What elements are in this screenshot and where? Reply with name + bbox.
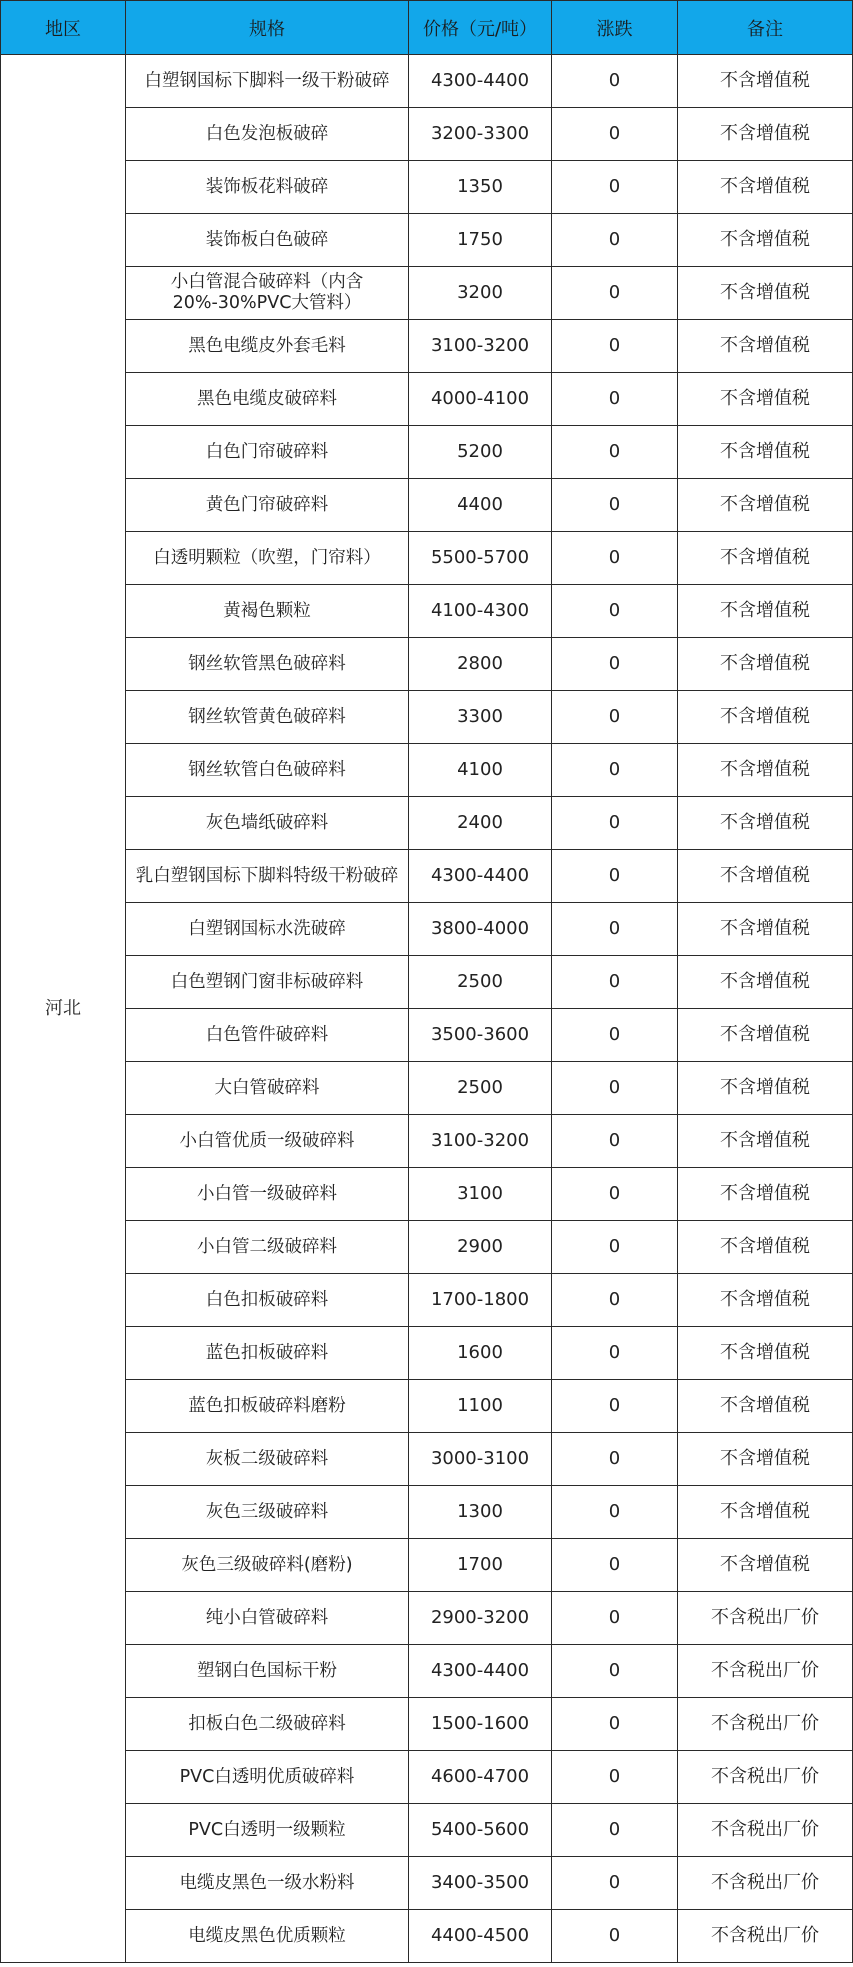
cell-change: 0 <box>552 1804 678 1857</box>
table-row <box>1 1645 853 1698</box>
table-row <box>1 744 853 797</box>
cell-price: 3800-4000 <box>409 903 552 956</box>
cell-price: 1750 <box>409 214 552 267</box>
table-row <box>1 1009 853 1062</box>
table-row <box>1 638 853 691</box>
cell-spec: 蓝色扣板破碎料 <box>126 1327 409 1380</box>
header-note: 备注 <box>678 1 853 55</box>
cell-price: 3100-3200 <box>409 1115 552 1168</box>
cell-note: 不含增值税 <box>678 532 853 585</box>
table-row <box>1 1698 853 1751</box>
cell-change: 0 <box>552 1857 678 1910</box>
cell-note: 不含增值税 <box>678 373 853 426</box>
cell-price: 2400 <box>409 797 552 850</box>
cell-spec: 白色塑钢门窗非标破碎料 <box>126 956 409 1009</box>
table-row <box>1 1804 853 1857</box>
table-row <box>1 320 853 373</box>
table-row <box>1 1857 853 1910</box>
cell-spec: 扣板白色二级破碎料 <box>126 1698 409 1751</box>
cell-spec: PVC白透明一级颗粒 <box>126 1804 409 1857</box>
cell-note: 不含增值税 <box>678 1221 853 1274</box>
cell-price: 5200 <box>409 426 552 479</box>
cell-note: 不含税出厂价 <box>678 1751 853 1804</box>
table-row <box>1 373 853 426</box>
cell-spec: 小白管优质一级破碎料 <box>126 1115 409 1168</box>
table-row <box>1 691 853 744</box>
cell-change: 0 <box>552 1115 678 1168</box>
cell-spec: 大白管破碎料 <box>126 1062 409 1115</box>
cell-spec: 白塑钢国标下脚料一级干粉破碎 <box>126 55 409 108</box>
cell-change: 0 <box>552 1592 678 1645</box>
header-row <box>1 1 853 55</box>
cell-note: 不含增值税 <box>678 956 853 1009</box>
cell-price: 5400-5600 <box>409 1804 552 1857</box>
table-row <box>1 797 853 850</box>
cell-price: 2800 <box>409 638 552 691</box>
cell-price: 3200 <box>409 267 552 320</box>
cell-change: 0 <box>552 373 678 426</box>
cell-note: 不含增值税 <box>678 479 853 532</box>
cell-price: 1600 <box>409 1327 552 1380</box>
cell-note: 不含增值税 <box>678 1539 853 1592</box>
cell-note: 不含增值税 <box>678 214 853 267</box>
cell-note: 不含增值税 <box>678 1274 853 1327</box>
cell-spec: 黄褐色颗粒 <box>126 585 409 638</box>
cell-note: 不含税出厂价 <box>678 1698 853 1751</box>
cell-change: 0 <box>552 797 678 850</box>
cell-spec: 白塑钢国标水洗破碎 <box>126 903 409 956</box>
cell-note: 不含增值税 <box>678 161 853 214</box>
cell-note: 不含增值税 <box>678 1062 853 1115</box>
cell-note: 不含增值税 <box>678 850 853 903</box>
cell-price: 2900-3200 <box>409 1592 552 1645</box>
cell-change: 0 <box>552 479 678 532</box>
cell-spec: 灰色墙纸破碎料 <box>126 797 409 850</box>
table-row <box>1 1910 853 1963</box>
cell-change: 0 <box>552 532 678 585</box>
cell-note: 不含增值税 <box>678 691 853 744</box>
table-row <box>1 55 853 108</box>
cell-price: 4100 <box>409 744 552 797</box>
table-row <box>1 903 853 956</box>
cell-spec: 装饰板白色破碎 <box>126 214 409 267</box>
table-row <box>1 161 853 214</box>
cell-price: 3300 <box>409 691 552 744</box>
cell-price: 1100 <box>409 1380 552 1433</box>
cell-price: 3400-3500 <box>409 1857 552 1910</box>
cell-price: 1700-1800 <box>409 1274 552 1327</box>
cell-note: 不含增值税 <box>678 426 853 479</box>
cell-price: 4100-4300 <box>409 585 552 638</box>
cell-change: 0 <box>552 1380 678 1433</box>
cell-spec: 蓝色扣板破碎料磨粉 <box>126 1380 409 1433</box>
cell-change: 0 <box>552 320 678 373</box>
table-row <box>1 267 853 320</box>
cell-change: 0 <box>552 638 678 691</box>
cell-note: 不含税出厂价 <box>678 1804 853 1857</box>
cell-note: 不含增值税 <box>678 1380 853 1433</box>
header-spec: 规格 <box>126 1 409 55</box>
header-price: 价格（元/吨） <box>409 1 552 55</box>
cell-spec: 钢丝软管黑色破碎料 <box>126 638 409 691</box>
table-body <box>1 55 853 1963</box>
cell-note: 不含增值税 <box>678 1115 853 1168</box>
table-row <box>1 585 853 638</box>
cell-change: 0 <box>552 1274 678 1327</box>
cell-spec: 装饰板花料破碎 <box>126 161 409 214</box>
cell-change: 0 <box>552 691 678 744</box>
cell-note: 不含增值税 <box>678 744 853 797</box>
header-region: 地区 <box>1 1 126 55</box>
cell-note: 不含税出厂价 <box>678 1592 853 1645</box>
cell-price: 3100 <box>409 1168 552 1221</box>
cell-spec: 灰板二级破碎料 <box>126 1433 409 1486</box>
cell-spec: 白色管件破碎料 <box>126 1009 409 1062</box>
cell-change: 0 <box>552 585 678 638</box>
cell-spec: 小白管二级破碎料 <box>126 1221 409 1274</box>
cell-change: 0 <box>552 426 678 479</box>
table-row <box>1 1062 853 1115</box>
cell-note: 不含增值税 <box>678 797 853 850</box>
cell-spec: 黑色电缆皮外套毛料 <box>126 320 409 373</box>
cell-price: 4600-4700 <box>409 1751 552 1804</box>
cell-spec: 灰色三级破碎料(磨粉) <box>126 1539 409 1592</box>
table-row <box>1 1433 853 1486</box>
cell-spec: 白色扣板破碎料 <box>126 1274 409 1327</box>
cell-price: 2500 <box>409 1062 552 1115</box>
cell-price: 3200-3300 <box>409 108 552 161</box>
cell-spec: 黄色门帘破碎料 <box>126 479 409 532</box>
cell-note: 不含税出厂价 <box>678 1645 853 1698</box>
cell-price: 4300-4400 <box>409 55 552 108</box>
cell-change: 0 <box>552 850 678 903</box>
cell-spec: 乳白塑钢国标下脚料特级干粉破碎 <box>126 850 409 903</box>
cell-change: 0 <box>552 1539 678 1592</box>
cell-price: 5500-5700 <box>409 532 552 585</box>
cell-change: 0 <box>552 956 678 1009</box>
cell-change: 0 <box>552 161 678 214</box>
cell-spec: PVC白透明优质破碎料 <box>126 1751 409 1804</box>
cell-note: 不含增值税 <box>678 638 853 691</box>
header-change: 涨跌 <box>552 1 678 55</box>
cell-note: 不含增值税 <box>678 1486 853 1539</box>
cell-note: 不含增值税 <box>678 1009 853 1062</box>
table-row <box>1 1751 853 1804</box>
cell-change: 0 <box>552 1910 678 1963</box>
cell-note: 不含增值税 <box>678 1168 853 1221</box>
table-row <box>1 1539 853 1592</box>
cell-price: 2900 <box>409 1221 552 1274</box>
cell-price: 1350 <box>409 161 552 214</box>
table-row <box>1 1274 853 1327</box>
cell-price: 3000-3100 <box>409 1433 552 1486</box>
cell-spec: 电缆皮黑色一级水粉料 <box>126 1857 409 1910</box>
table-row <box>1 1380 853 1433</box>
cell-price: 4400 <box>409 479 552 532</box>
cell-price: 3100-3200 <box>409 320 552 373</box>
table-row <box>1 214 853 267</box>
cell-change: 0 <box>552 903 678 956</box>
cell-note: 不含增值税 <box>678 1433 853 1486</box>
cell-change: 0 <box>552 1168 678 1221</box>
table-row <box>1 426 853 479</box>
cell-price: 1700 <box>409 1539 552 1592</box>
table-row <box>1 108 853 161</box>
cell-change: 0 <box>552 1751 678 1804</box>
cell-price: 3500-3600 <box>409 1009 552 1062</box>
cell-price: 2500 <box>409 956 552 1009</box>
cell-price: 4400-4500 <box>409 1910 552 1963</box>
cell-spec: 电缆皮黑色优质颗粒 <box>126 1910 409 1963</box>
cell-spec: 白色门帘破碎料 <box>126 426 409 479</box>
table-header <box>1 1 853 55</box>
cell-spec: 白色发泡板破碎 <box>126 108 409 161</box>
cell-spec: 纯小白管破碎料 <box>126 1592 409 1645</box>
cell-note: 不含增值税 <box>678 267 853 320</box>
cell-spec: 灰色三级破碎料 <box>126 1486 409 1539</box>
cell-price: 1500-1600 <box>409 1698 552 1751</box>
cell-spec: 小白管混合破碎料（内含20%-30%PVC大管料） <box>126 267 409 320</box>
table-row <box>1 1486 853 1539</box>
cell-note: 不含税出厂价 <box>678 1910 853 1963</box>
cell-note: 不含增值税 <box>678 903 853 956</box>
cell-note: 不含增值税 <box>678 1327 853 1380</box>
table-row <box>1 479 853 532</box>
cell-change: 0 <box>552 1486 678 1539</box>
cell-change: 0 <box>552 1645 678 1698</box>
cell-spec: 小白管一级破碎料 <box>126 1168 409 1221</box>
table-row <box>1 850 853 903</box>
cell-change: 0 <box>552 1433 678 1486</box>
cell-note: 不含税出厂价 <box>678 1857 853 1910</box>
cell-change: 0 <box>552 1327 678 1380</box>
cell-spec: 钢丝软管白色破碎料 <box>126 744 409 797</box>
cell-spec: 黑色电缆皮破碎料 <box>126 373 409 426</box>
cell-note: 不含增值税 <box>678 55 853 108</box>
cell-price: 4300-4400 <box>409 1645 552 1698</box>
cell-change: 0 <box>552 744 678 797</box>
cell-spec: 钢丝软管黄色破碎料 <box>126 691 409 744</box>
table-row <box>1 1327 853 1380</box>
cell-spec: 塑钢白色国标干粉 <box>126 1645 409 1698</box>
table-row <box>1 1221 853 1274</box>
cell-change: 0 <box>552 1009 678 1062</box>
cell-change: 0 <box>552 214 678 267</box>
table-row <box>1 1168 853 1221</box>
cell-note: 不含增值税 <box>678 585 853 638</box>
cell-change: 0 <box>552 267 678 320</box>
table-row <box>1 956 853 1009</box>
cell-change: 0 <box>552 1062 678 1115</box>
cell-region: 河北 <box>1 55 126 1963</box>
table-row <box>1 1115 853 1168</box>
cell-change: 0 <box>552 1221 678 1274</box>
cell-note: 不含增值税 <box>678 320 853 373</box>
cell-change: 0 <box>552 55 678 108</box>
cell-price: 4000-4100 <box>409 373 552 426</box>
cell-price: 1300 <box>409 1486 552 1539</box>
table-row <box>1 1592 853 1645</box>
cell-change: 0 <box>552 1698 678 1751</box>
cell-note: 不含增值税 <box>678 108 853 161</box>
table-row <box>1 532 853 585</box>
cell-change: 0 <box>552 108 678 161</box>
cell-spec: 白透明颗粒（吹塑，门帘料） <box>126 532 409 585</box>
cell-price: 4300-4400 <box>409 850 552 903</box>
